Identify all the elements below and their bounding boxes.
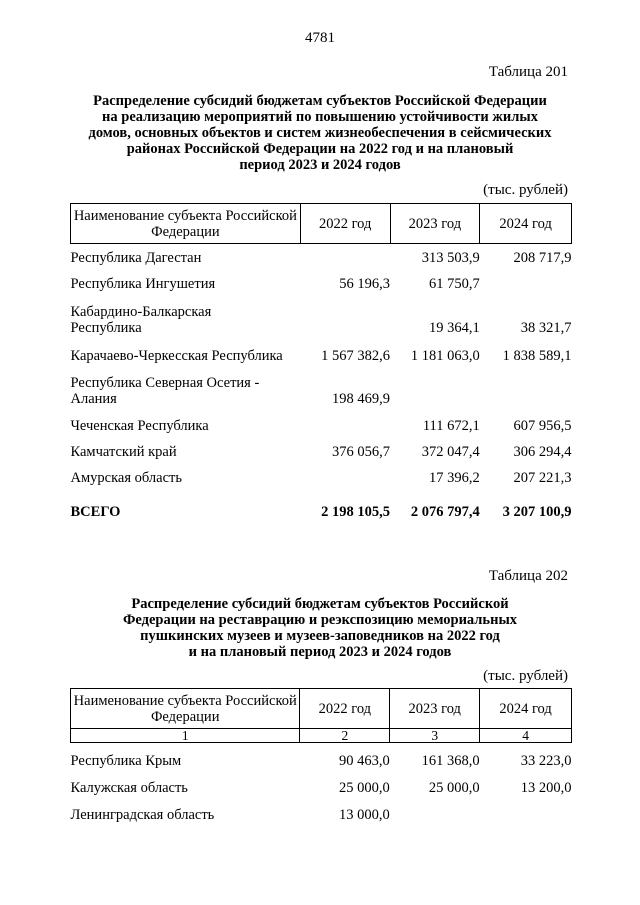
row-name: Чеченская Республика bbox=[70, 417, 209, 434]
row-name: Амурская область bbox=[70, 469, 182, 486]
table-row bbox=[71, 743, 572, 769]
row-value-2022 bbox=[300, 460, 390, 486]
row-name: Республика Крым bbox=[70, 752, 182, 769]
table-row bbox=[71, 364, 572, 407]
total-value-2024: 3 207 100,9 bbox=[502, 503, 572, 520]
table-row bbox=[71, 460, 572, 486]
column-header-2022: 2022 год bbox=[300, 204, 390, 244]
row-name: Камчатский край bbox=[70, 443, 177, 460]
table-row bbox=[71, 796, 572, 823]
table-201-title bbox=[70, 93, 570, 173]
row-name: Калужская область bbox=[70, 779, 188, 796]
table-202-label: Таблица 202 bbox=[488, 568, 568, 584]
table-row bbox=[71, 769, 572, 796]
table-row bbox=[71, 244, 572, 266]
row-value-2024: 38 321,7 bbox=[520, 319, 572, 336]
column-header-2024: 2024 год bbox=[480, 689, 572, 729]
column-number: 2 bbox=[300, 729, 390, 743]
title-line: Распределение субсидий бюджетам субъектов Российской bbox=[131, 596, 509, 612]
row-value-2022: 90 463,0 bbox=[339, 752, 390, 769]
row-value-2024: 607 956,5 bbox=[513, 417, 572, 434]
column-header-2023: 2023 год bbox=[390, 204, 480, 244]
row-value-2022 bbox=[300, 244, 390, 266]
row-name: Республика Ингушетия bbox=[70, 275, 216, 292]
row-value-2024: 1 838 589,1 bbox=[502, 347, 572, 364]
row-value-2023: 372 047,4 bbox=[421, 443, 480, 460]
row-value-2024: 208 717,9 bbox=[513, 249, 572, 266]
table-header-row bbox=[71, 204, 572, 244]
row-name: Карачаево-Черкесская Республика bbox=[70, 347, 283, 364]
column-number: 1 bbox=[71, 729, 300, 743]
row-value-2023: 161 368,0 bbox=[421, 752, 480, 769]
row-value-2024 bbox=[480, 364, 572, 407]
row-value-2024: 13 200,0 bbox=[520, 779, 572, 796]
title-line: районах Российской Федерации на 2022 год и на плановый bbox=[126, 141, 514, 157]
row-value-2024: 207 221,3 bbox=[513, 469, 572, 486]
row-value-2022 bbox=[300, 292, 390, 336]
table-row bbox=[71, 407, 572, 434]
table-202-title bbox=[70, 596, 570, 660]
table-202 bbox=[70, 688, 572, 823]
row-value-2022: 198 469,9 bbox=[332, 390, 391, 407]
row-value-2022: 13 000,0 bbox=[339, 806, 390, 823]
row-value-2023 bbox=[390, 364, 480, 407]
table-header-row bbox=[71, 689, 572, 729]
column-number-row bbox=[71, 729, 572, 743]
title-line: Распределение субсидий бюджетам субъектов Российской Федерации bbox=[93, 93, 547, 109]
row-value-2022: 1 567 382,6 bbox=[321, 347, 391, 364]
column-header-2022: 2022 год bbox=[300, 689, 390, 729]
title-line: Федерации на реставрацию и реэкспозицию мемориальных bbox=[122, 612, 518, 628]
row-value-2023: 25 000,0 bbox=[428, 779, 480, 796]
table-201-units: (тыс. рублей) bbox=[483, 182, 568, 198]
row-value-2023: 19 364,1 bbox=[429, 319, 480, 336]
column-header-name: Наименование субъекта Российской Федерации bbox=[71, 689, 300, 729]
column-number: 3 bbox=[390, 729, 480, 743]
row-name: Республика Северная Осетия - Алания bbox=[70, 374, 260, 407]
column-header-name: Наименование субъекта Российской Федерации bbox=[71, 204, 301, 244]
row-name: Ленинградская область bbox=[70, 806, 215, 823]
row-value-2023 bbox=[390, 796, 480, 823]
column-number: 4 bbox=[480, 729, 572, 743]
row-value-2022: 56 196,3 bbox=[339, 275, 391, 292]
table-row bbox=[71, 266, 572, 292]
table-row bbox=[71, 336, 572, 364]
table-row bbox=[71, 292, 572, 336]
row-name: Кабардино-Балкарская Республика bbox=[70, 303, 212, 336]
row-value-2022: 25 000,0 bbox=[339, 779, 390, 796]
table-202-units: (тыс. рублей) bbox=[483, 668, 568, 684]
column-header-2024: 2024 год bbox=[480, 204, 572, 244]
total-label: ВСЕГО bbox=[70, 503, 121, 520]
title-line: домов, основных объектов и систем жизнеобеспечения в сейсмических bbox=[88, 125, 552, 141]
total-row bbox=[71, 486, 572, 520]
row-value-2024: 33 223,0 bbox=[520, 752, 572, 769]
row-value-2023: 111 672,1 bbox=[422, 417, 480, 434]
row-value-2024 bbox=[480, 796, 572, 823]
column-header-2023: 2023 год bbox=[390, 689, 480, 729]
title-line: и на плановый период 2023 и 2024 годов bbox=[188, 644, 452, 660]
total-value-2023: 2 076 797,4 bbox=[410, 503, 480, 520]
table-row bbox=[71, 434, 572, 460]
title-line: на реализацию мероприятий по повышению устойчивости жилых bbox=[102, 109, 538, 125]
title-line: пушкинских музеев и музеев-заповедников на 2022 год bbox=[140, 628, 500, 644]
row-value-2023: 1 181 063,0 bbox=[410, 347, 480, 364]
table-201 bbox=[70, 203, 572, 520]
table-201-label: Таблица 201 bbox=[488, 64, 568, 80]
row-value-2022 bbox=[300, 407, 390, 434]
row-name: Республика Дагестан bbox=[70, 249, 202, 266]
row-value-2024 bbox=[480, 266, 572, 292]
row-value-2023: 61 750,7 bbox=[429, 275, 480, 292]
page-number: 4781 bbox=[305, 30, 335, 46]
row-value-2023: 313 503,9 bbox=[421, 249, 480, 266]
row-value-2022: 376 056,7 bbox=[332, 443, 391, 460]
title-line: период 2023 и 2024 годов bbox=[239, 157, 401, 173]
row-value-2023: 17 396,2 bbox=[429, 469, 480, 486]
row-value-2024: 306 294,4 bbox=[513, 443, 572, 460]
total-value-2022: 2 198 105,5 bbox=[321, 503, 391, 520]
